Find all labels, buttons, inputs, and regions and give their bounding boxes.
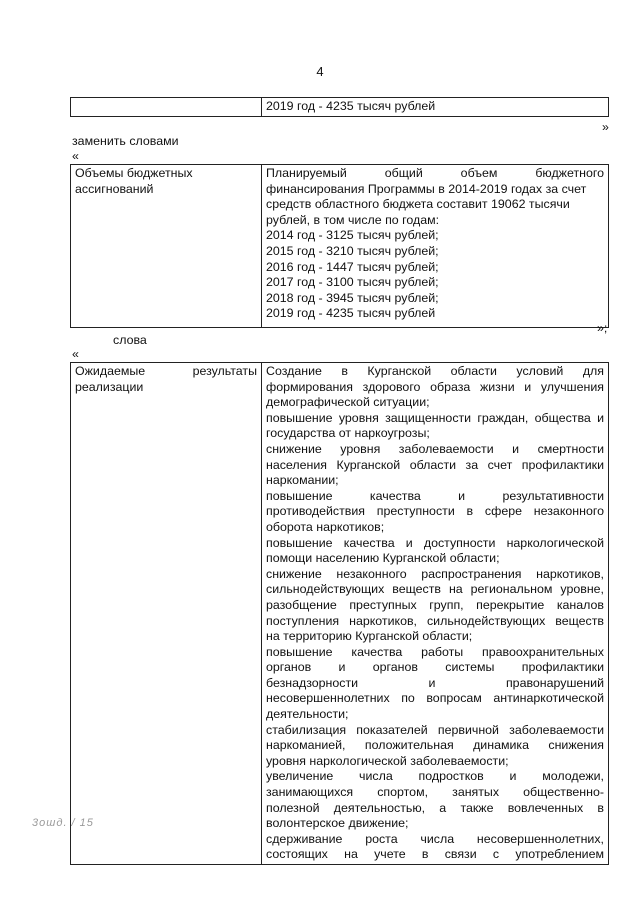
results-line: населения Курганской области за счет профилактики [266, 457, 604, 472]
results-line: состоящих на учете в связи с употреблением [266, 847, 604, 862]
results-line: снижение незаконного распространения наркотиков, [266, 566, 604, 581]
budget-line: средств областного бюджета составит 19062 тысячи [266, 197, 570, 212]
budget-text-cell [262, 165, 609, 328]
results-line: противодействия преступности в сфере незаконного [266, 504, 604, 519]
replace-instruction: заменить словами [72, 134, 179, 148]
results-line: наркоманией, положительная динамика снижения [266, 738, 604, 753]
results-line: несовершеннолетних по вопросам антинаркотической [266, 691, 604, 706]
results-line: оборота наркотиков; [266, 519, 385, 534]
results-line: государства от наркоугрозы; [266, 426, 430, 441]
table-budget [70, 164, 609, 328]
budget-line: рублей, в том числе по годам: [266, 212, 440, 227]
budget-line: 2014 год - 3125 тысяч рублей; [266, 228, 439, 243]
close-quote-semicolon: »; [597, 321, 608, 335]
results-line: полезной деятельностью, а также вовлеченных в [266, 800, 604, 815]
results-line: повышение уровня защищенности граждан, общества и [266, 410, 604, 425]
results-line: повышение качества работы правоохранительных [266, 644, 604, 659]
results-line: волонтерское движение; [266, 816, 409, 831]
budget-line: 2017 год - 3100 тысяч рублей; [266, 275, 439, 290]
page-number: 4 [316, 64, 324, 79]
results-line: поступления наркотиков, сильнодействующих веществ [266, 613, 604, 628]
results-label-word: Ожидаемые [75, 364, 146, 378]
results-line: занимающихся спортом, занятых общественно- [266, 785, 604, 800]
table-top [70, 97, 609, 117]
results-line: уровня наркологической заболеваемости; [266, 753, 509, 768]
results-line: повышение качества и результативности [266, 488, 604, 503]
budget-label: Объемы бюджетных ассигнований [75, 166, 193, 196]
results-line: безнадзорности и правонарушений [266, 675, 604, 690]
results-line: органов и органов системы профилактики [266, 660, 604, 675]
results-line: Создание в Курганской области условий для [266, 364, 604, 378]
close-quote: » [602, 120, 609, 134]
results-line: деятельности; [266, 707, 349, 722]
results-line: помощи населению Курганской области; [266, 551, 500, 566]
results-line: разобщение преступных групп, перекрытие каналов [266, 597, 604, 612]
table-results [70, 362, 609, 865]
words-instruction: слова [113, 333, 147, 347]
table-top-left-cell [71, 98, 262, 117]
results-line: повышение качества и доступности наркологической [266, 535, 604, 550]
results-line: на территорию Курганской области; [266, 629, 473, 644]
results-line: стабилизация показателей первичной заболеваемости [266, 722, 604, 737]
margin-handwriting: 3ошд. / 15 [32, 817, 94, 829]
table-top-right-cell: 2019 год - 4235 тысяч рублей [262, 98, 609, 117]
open-quote: « [72, 149, 79, 163]
results-label-line [75, 364, 257, 380]
results-label-word: реализации [75, 379, 144, 394]
results-line: формирования здорового образа жизни и улучшения [266, 379, 604, 394]
budget-line: Планируемый общий объем бюджетного [266, 166, 604, 180]
budget-label-cell [71, 165, 262, 328]
results-line: сдерживание роста числа несовершеннолетних, [266, 831, 604, 846]
results-label-cell [71, 363, 262, 865]
budget-line: финансирования Программы в 2014-2019 годах за счет [266, 181, 587, 196]
results-line: демографической ситуации; [266, 395, 430, 410]
results-line: наркомании; [266, 473, 339, 488]
budget-line: 2015 год - 3210 тысяч рублей; [266, 243, 439, 258]
results-line: снижение уровня заболеваемости и смертности [266, 441, 604, 456]
results-line: увеличение числа подростков и молодежи, [266, 769, 604, 784]
open-quote: « [72, 347, 79, 361]
results-label-word: результаты [192, 364, 257, 378]
results-line: сильнодействующих веществ на региональном уровне, [266, 582, 604, 597]
results-text-cell [262, 363, 609, 865]
budget-line: 2019 год - 4235 тысяч рублей [266, 306, 436, 321]
budget-line: 2016 год - 1447 тысяч рублей; [266, 259, 439, 274]
budget-line: 2018 год - 3945 тысяч рублей; [266, 290, 439, 305]
